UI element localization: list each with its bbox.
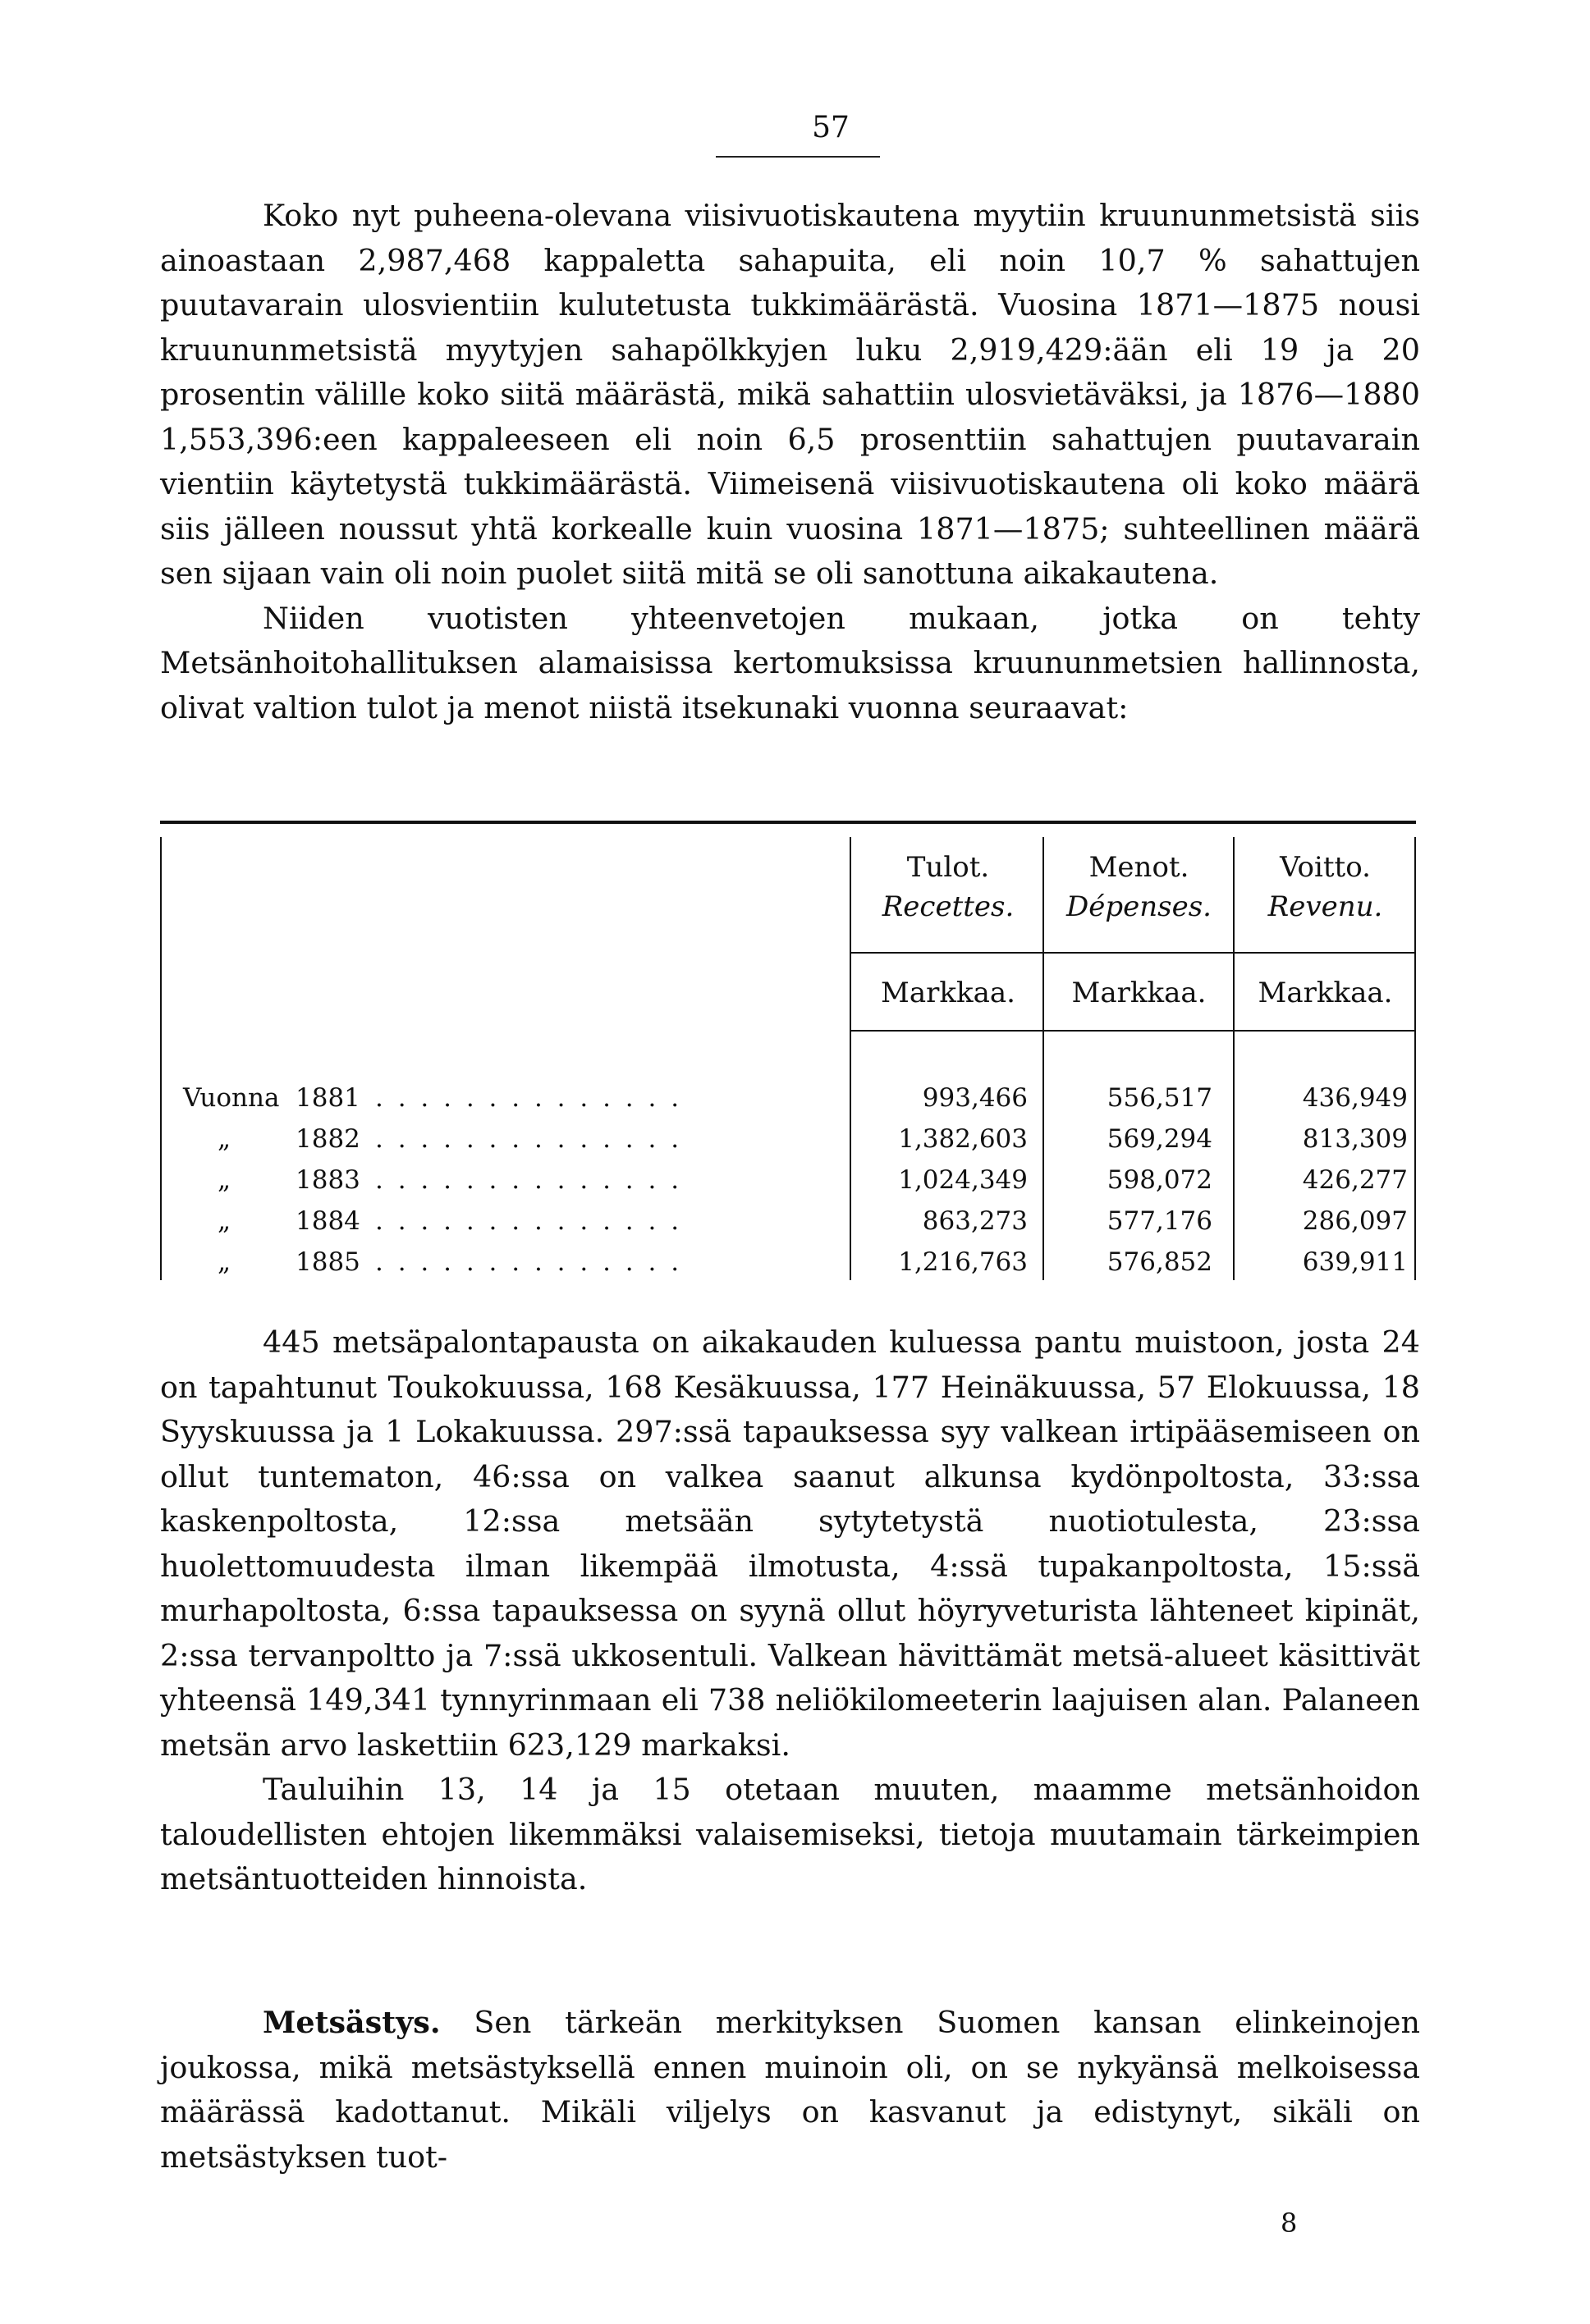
cell-voitto: 286,097 bbox=[1302, 1206, 1408, 1236]
units-separator bbox=[850, 1030, 1416, 1032]
row-ditto: „ bbox=[218, 1124, 231, 1154]
hunting-section bbox=[160, 2001, 1420, 2180]
cell-menot: 556,517 bbox=[1107, 1083, 1212, 1113]
header-menot bbox=[1047, 848, 1231, 926]
row-leader-dots: . . . . . . . . . . . . . . bbox=[375, 1247, 683, 1277]
row-ditto: „ bbox=[218, 1165, 231, 1195]
row-year: 1882 bbox=[296, 1124, 360, 1154]
table-row bbox=[160, 1083, 1416, 1124]
row-ditto: „ bbox=[218, 1247, 231, 1277]
paragraph-5 bbox=[160, 2001, 1420, 2180]
row-leader-dots: . . . . . . . . . . . . . . bbox=[375, 1165, 683, 1195]
cell-menot: 576,852 bbox=[1107, 1247, 1212, 1277]
row-ditto: „ bbox=[218, 1206, 231, 1236]
header-separator bbox=[850, 952, 1416, 954]
header-tulot-fi: Tulot. bbox=[906, 851, 990, 884]
header-voitto-fr: Revenu. bbox=[1267, 890, 1383, 923]
header-tulot-fr: Recettes. bbox=[882, 890, 1015, 923]
header-voitto bbox=[1237, 848, 1414, 926]
paragraph-2: Niiden vuotisten yhteenvetojen mukaan, jotka on tehty Metsänhoitohallituksen alamaisissa kertomuksissa kruununmetsien hallinnosta, olivat valtion tulot ja menot niistä itsekunaki vuonna seuraavat: bbox=[160, 600, 1420, 725]
paragraph-3: 445 metsäpalontapausta on aikakauden kuluessa pantu muistoon, josta 24 on tapahtunut Toukokuussa, 168 Kesäkuussa, 177 Heinäkuussa, 57 Elokuussa, 18 Syyskuussa ja 1 Lokakuussa. 297:ssä tapauksessa syy valkean irtipääsemiseen on ollut tuntematon, 46:ssa on valkea saanut alkunsa kydönpoltosta, 33:ssa kaskenpoltosta, 12:ssa metsään sytytetystä nuotiotulesta, 23:ssa huolettomuudesta ilman likempää ilmotusta, 4:ssä tupakanpoltosta, 15:ssä murhapoltosta, 6:ssa tapauksessa on syynä ollut höyryveturista lähteneet kipinät, 2:ssa tervanpoltto ja 7:ssä ukkosentuli. Valkean hävittämät metsä-alueet käsittivät yhteensä 149,341 tynnyrinmaan eli 738 neliökilomeeterin laajuisen alan. Palaneen metsän arvo laskettiin 623,129 markaksi. bbox=[160, 1324, 1420, 1763]
table-top-rule bbox=[160, 821, 1416, 824]
header-tulot bbox=[854, 848, 1042, 926]
lower-text bbox=[160, 1320, 1420, 1902]
header-voitto-fi: Voitto. bbox=[1280, 851, 1371, 884]
paragraph-4: Tauluihin 13, 14 ja 15 otetaan muuten, maamme metsänhoidon taloudellisten ehtojen likemmäksi valaisemiseksi, tietoja muutamain tärkeimpien metsäntuotteiden hinnoista. bbox=[160, 1772, 1420, 1896]
cell-tulot: 1,382,603 bbox=[898, 1124, 1028, 1154]
table-row bbox=[160, 1124, 1416, 1165]
row-year: 1881 bbox=[296, 1083, 360, 1113]
cell-tulot: 993,466 bbox=[922, 1083, 1028, 1113]
paragraph-1: Koko nyt puheena-olevana viisivuotiskautena myytiin kruununmetsistä siis ainoastaan 2,987,468 kappaletta sahapuita, eli noin 10,7 % sahattujen puutavarain ulosvientiin kulutetusta tukkimäärästä. Vuosina 1871—1875 nousi kruununmetsistä myytyjen sahapölkkyjen luku 2,919,429:ään eli 19 ja 20 prosentin välille koko siitä määrästä, mikä sahattiin ulosvietäväksi, ja 1876—1880 1,553,396:een kappaleeseen eli noin 6,5 prosenttiin sahattujen puutavarain vientiin käytetystä tukkimäärästä. Viimeisenä viisivuotiskautena oli koko määrä siis jälleen noussut yhtä korkealle kuin vuosina 1871—1875; suhteellinen määrä sen sijaan vain oli noin puolet siitä mitä se oli sanottuna aikakautena. bbox=[160, 198, 1420, 591]
section-heading: Metsästys. bbox=[263, 2005, 441, 2040]
cell-menot: 569,294 bbox=[1107, 1124, 1212, 1154]
paragraph-5-body: Sen tärkeän merkityksen Suomen kansan elinkeinojen joukossa, mikä metsästyksellä ennen muinoin oli, on se nykyänsä melkoisessa määrässä kadottanut. Mikäli viljelys on kasvanut ja edistynyt, sikäli on metsästyksen tuot- bbox=[160, 2005, 1421, 2175]
cell-voitto: 639,911 bbox=[1302, 1247, 1408, 1277]
row-year: 1885 bbox=[296, 1247, 360, 1277]
cell-tulot: 1,216,763 bbox=[898, 1247, 1028, 1277]
upper-text bbox=[160, 194, 1420, 730]
signature-mark: 8 bbox=[1281, 2207, 1298, 2239]
table-row bbox=[160, 1165, 1416, 1206]
unit-tulot: Markkaa. bbox=[881, 977, 1015, 1009]
table-row bbox=[160, 1206, 1416, 1247]
table-row bbox=[160, 1247, 1416, 1288]
page-number-rule bbox=[716, 156, 880, 158]
header-menot-fi: Menot. bbox=[1088, 851, 1189, 884]
row-leader-dots: . . . . . . . . . . . . . . bbox=[375, 1206, 683, 1236]
row-leader-dots: . . . . . . . . . . . . . . bbox=[375, 1083, 683, 1113]
cell-tulot: 863,273 bbox=[922, 1206, 1028, 1236]
row-year: 1883 bbox=[296, 1165, 360, 1195]
row-leader-dots: . . . . . . . . . . . . . . bbox=[375, 1124, 683, 1154]
cell-menot: 598,072 bbox=[1107, 1165, 1212, 1195]
cell-menot: 577,176 bbox=[1107, 1206, 1212, 1236]
revenue-table bbox=[160, 821, 1416, 1280]
page-number: 57 bbox=[812, 111, 850, 144]
cell-tulot: 1,024,349 bbox=[898, 1165, 1028, 1195]
unit-menot: Markkaa. bbox=[1071, 977, 1207, 1009]
header-menot-fr: Dépenses. bbox=[1066, 890, 1212, 923]
row-year: 1884 bbox=[296, 1206, 360, 1236]
unit-voitto: Markkaa. bbox=[1258, 977, 1393, 1009]
cell-voitto: 436,949 bbox=[1302, 1083, 1408, 1113]
cell-voitto: 426,277 bbox=[1302, 1165, 1408, 1195]
row-label: Vuonna bbox=[183, 1083, 280, 1113]
cell-voitto: 813,309 bbox=[1302, 1124, 1408, 1154]
